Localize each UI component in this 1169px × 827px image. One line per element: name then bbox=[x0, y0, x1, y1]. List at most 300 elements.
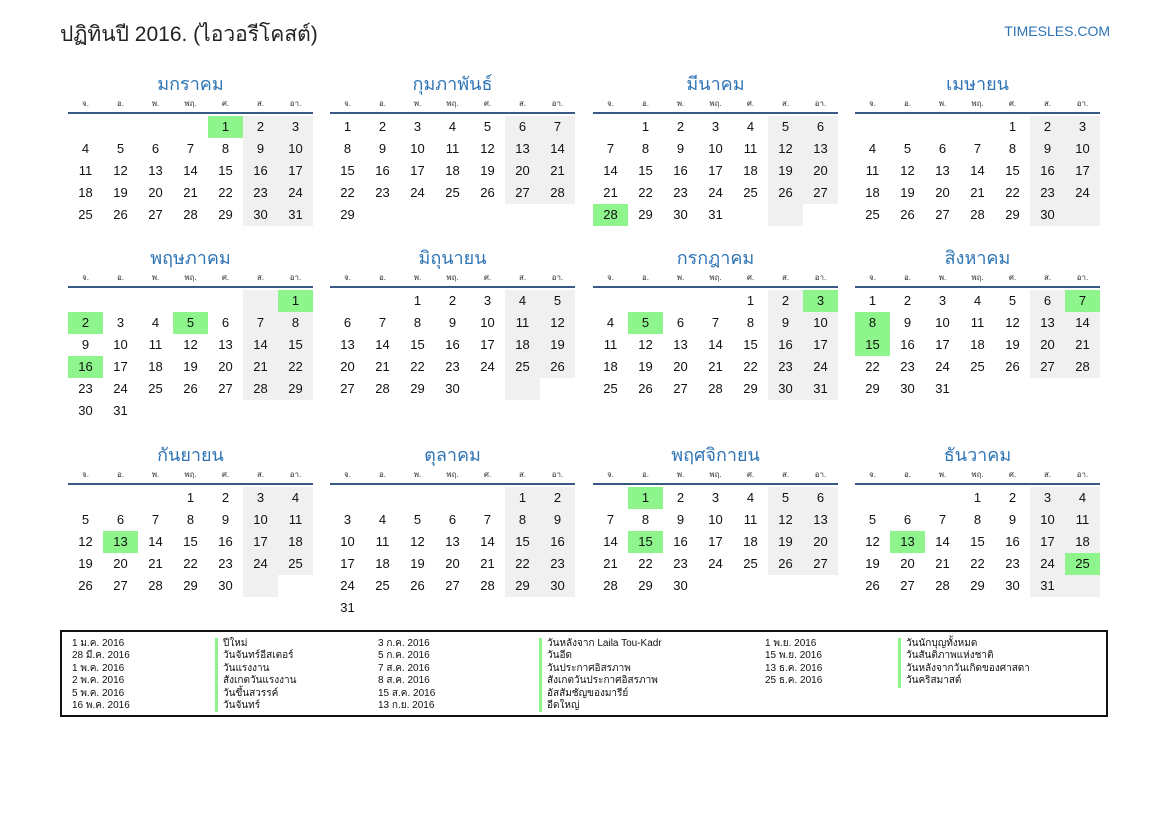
day-cell: 6 bbox=[151, 141, 160, 156]
holiday-date: 1 ม.ค. 2016 bbox=[72, 638, 125, 649]
month-calendar bbox=[68, 246, 313, 422]
weekday-header bbox=[68, 273, 313, 288]
day-cell: 2 bbox=[1030, 116, 1065, 138]
day-cell: 18 bbox=[78, 185, 93, 200]
day-cell: 3 bbox=[938, 293, 947, 308]
day-cell: 28 bbox=[148, 578, 163, 593]
day-cell: 5 bbox=[116, 141, 125, 156]
day-cell: 27 bbox=[148, 207, 163, 222]
day-cell: 10 bbox=[243, 509, 278, 531]
weekday-label: พฤ. bbox=[709, 99, 722, 108]
weekday-label: พ. bbox=[938, 273, 947, 282]
day-cell: 8 bbox=[186, 512, 195, 527]
day-cell: 1 bbox=[186, 490, 195, 505]
holiday-day-cell: 5 bbox=[628, 312, 663, 334]
weekday-label: อา. bbox=[814, 470, 827, 479]
day-cell: 13 bbox=[803, 138, 838, 160]
day-cell: 9 bbox=[243, 138, 278, 160]
weekday-label: ส. bbox=[518, 99, 527, 108]
day-cell: 9 bbox=[1030, 138, 1065, 160]
day-cell: 15 bbox=[1005, 163, 1020, 178]
day-cell: 15 bbox=[278, 334, 313, 356]
month-name: มิถุนายน bbox=[418, 248, 487, 268]
day-cell: 15 bbox=[970, 534, 985, 549]
day-cell: 3 bbox=[413, 119, 422, 134]
weekday-label: ศ. bbox=[746, 273, 755, 282]
day-cell: 10 bbox=[708, 141, 723, 156]
weekday-label: จ. bbox=[607, 470, 614, 479]
day-cell: 19 bbox=[900, 185, 915, 200]
day-cell: 4 bbox=[606, 315, 615, 330]
day-grid bbox=[68, 487, 313, 597]
day-cell: 16 bbox=[673, 534, 688, 549]
empty-day-cell bbox=[593, 290, 628, 312]
weekday-header bbox=[68, 99, 313, 114]
day-cell: 23 bbox=[1030, 182, 1065, 204]
day-cell: 20 bbox=[340, 359, 355, 374]
day-cell: 24 bbox=[278, 182, 313, 204]
day-cell: 17 bbox=[803, 334, 838, 356]
empty-day-cell bbox=[470, 204, 505, 226]
month-calendar bbox=[330, 246, 575, 400]
empty-day-cell bbox=[960, 116, 995, 138]
day-cell: 14 bbox=[935, 534, 950, 549]
day-cell: 17 bbox=[480, 337, 495, 352]
day-cell: 2 bbox=[1008, 490, 1017, 505]
day-cell: 28 bbox=[603, 578, 618, 593]
empty-day-cell bbox=[1065, 575, 1100, 597]
day-cell: 27 bbox=[218, 381, 233, 396]
weekday-label: พ. bbox=[151, 273, 160, 282]
day-cell: 16 bbox=[375, 163, 390, 178]
day-cell: 13 bbox=[505, 138, 540, 160]
day-cell: 26 bbox=[183, 381, 198, 396]
month-name: กันยายน bbox=[157, 445, 224, 465]
day-cell: 26 bbox=[768, 553, 803, 575]
empty-day-cell bbox=[1065, 204, 1100, 226]
day-cell: 21 bbox=[148, 556, 163, 571]
empty-day-cell bbox=[1030, 378, 1065, 400]
day-cell: 26 bbox=[410, 578, 425, 593]
day-cell: 19 bbox=[865, 556, 880, 571]
day-cell: 10 bbox=[803, 312, 838, 334]
holiday-day-cell: 13 bbox=[103, 531, 138, 553]
weekday-label: จ. bbox=[82, 470, 89, 479]
day-cell: 28 bbox=[480, 578, 495, 593]
day-cell: 10 bbox=[708, 512, 723, 527]
day-cell: 19 bbox=[183, 359, 198, 374]
month-name: มีนาคม bbox=[686, 74, 745, 94]
day-cell: 6 bbox=[343, 315, 352, 330]
day-cell: 15 bbox=[638, 163, 653, 178]
day-cell: 23 bbox=[218, 556, 233, 571]
holiday-date: 3 ก.ค. 2016 bbox=[378, 638, 430, 649]
weekday-label: พฤ. bbox=[446, 273, 459, 282]
day-cell: 7 bbox=[606, 512, 615, 527]
holiday-name: วันหลังจาก Laila Tou-Kadr bbox=[539, 638, 662, 650]
holiday-name: วันอีด bbox=[539, 650, 662, 662]
empty-day-cell bbox=[365, 290, 400, 312]
day-cell: 23 bbox=[375, 185, 390, 200]
site-link[interactable]: TIMESLES.COM bbox=[1004, 23, 1110, 39]
day-cell: 3 bbox=[116, 315, 125, 330]
day-cell: 20 bbox=[218, 359, 233, 374]
day-cell: 21 bbox=[603, 185, 618, 200]
weekday-label: พฤ. bbox=[184, 99, 197, 108]
day-cell: 18 bbox=[445, 163, 460, 178]
day-cell: 31 bbox=[340, 600, 355, 615]
day-grid bbox=[855, 116, 1100, 226]
holiday-day-cell: 1 bbox=[628, 487, 663, 509]
day-cell: 12 bbox=[638, 337, 653, 352]
day-grid bbox=[330, 487, 575, 619]
day-cell: 1 bbox=[641, 119, 650, 134]
day-cell: 12 bbox=[900, 163, 915, 178]
day-cell: 15 bbox=[340, 163, 355, 178]
day-cell: 9 bbox=[1008, 512, 1017, 527]
day-cell: 20 bbox=[505, 160, 540, 182]
day-cell: 21 bbox=[375, 359, 390, 374]
empty-day-cell bbox=[435, 597, 470, 619]
empty-day-cell bbox=[540, 204, 575, 226]
empty-day-cell bbox=[470, 487, 505, 509]
holiday-date: 5 พ.ค. 2016 bbox=[72, 687, 125, 699]
empty-day-cell bbox=[593, 116, 628, 138]
weekday-label: จ. bbox=[344, 99, 351, 108]
day-cell: 30 bbox=[540, 575, 575, 597]
day-cell: 5 bbox=[483, 119, 492, 134]
day-cell: 7 bbox=[711, 315, 720, 330]
day-cell: 5 bbox=[1008, 293, 1017, 308]
day-cell: 7 bbox=[938, 512, 947, 527]
day-cell: 12 bbox=[183, 337, 198, 352]
day-cell: 24 bbox=[113, 381, 128, 396]
empty-day-cell bbox=[803, 575, 838, 597]
day-cell: 9 bbox=[903, 315, 912, 330]
holiday-name: วันนักบุญทั้งหมด bbox=[898, 638, 1030, 650]
month-name: เมษายน bbox=[946, 74, 1009, 94]
day-cell: 28 bbox=[1065, 356, 1100, 378]
day-cell: 18 bbox=[1065, 531, 1100, 553]
day-cell: 5 bbox=[413, 512, 422, 527]
day-cell: 29 bbox=[970, 578, 985, 593]
day-cell: 17 bbox=[340, 556, 355, 571]
day-cell: 16 bbox=[768, 334, 803, 356]
day-cell: 9 bbox=[378, 141, 387, 156]
day-cell: 6 bbox=[803, 116, 838, 138]
day-cell: 21 bbox=[603, 556, 618, 571]
empty-day-cell bbox=[278, 575, 313, 597]
weekday-label: พ. bbox=[676, 273, 685, 282]
day-cell: 21 bbox=[708, 359, 723, 374]
holiday-day-cell: 2 bbox=[68, 312, 103, 334]
weekday-label: ส. bbox=[518, 273, 527, 282]
weekday-label: ศ. bbox=[746, 99, 755, 108]
day-cell: 30 bbox=[445, 381, 460, 396]
day-grid bbox=[855, 290, 1100, 400]
month-name: พฤษภาคม bbox=[150, 248, 231, 268]
month-calendar bbox=[330, 443, 575, 619]
day-cell: 28 bbox=[540, 182, 575, 204]
weekday-header bbox=[855, 470, 1100, 485]
day-cell: 13 bbox=[148, 163, 163, 178]
empty-day-cell bbox=[470, 378, 505, 400]
day-cell: 26 bbox=[638, 381, 653, 396]
weekday-label: ส. bbox=[1043, 470, 1052, 479]
empty-day-cell bbox=[925, 487, 960, 509]
day-cell: 29 bbox=[218, 207, 233, 222]
day-grid bbox=[330, 290, 575, 400]
day-cell: 8 bbox=[278, 312, 313, 334]
day-cell: 2 bbox=[768, 290, 803, 312]
day-cell: 9 bbox=[768, 312, 803, 334]
day-cell: 24 bbox=[708, 185, 723, 200]
day-cell: 2 bbox=[903, 293, 912, 308]
empty-day-cell bbox=[890, 116, 925, 138]
day-cell: 13 bbox=[935, 163, 950, 178]
day-cell: 19 bbox=[410, 556, 425, 571]
day-cell: 1 bbox=[343, 119, 352, 134]
day-cell: 29 bbox=[505, 575, 540, 597]
weekday-label: ส. bbox=[518, 470, 527, 479]
day-grid bbox=[593, 116, 838, 226]
day-cell: 2 bbox=[221, 490, 230, 505]
empty-day-cell bbox=[733, 204, 768, 226]
day-cell: 15 bbox=[743, 337, 758, 352]
day-cell: 18 bbox=[743, 163, 758, 178]
empty-day-cell bbox=[505, 204, 540, 226]
day-cell: 23 bbox=[673, 185, 688, 200]
day-cell: 6 bbox=[803, 487, 838, 509]
weekday-label: จ. bbox=[344, 470, 351, 479]
weekday-label: ส. bbox=[256, 99, 265, 108]
day-cell: 14 bbox=[148, 534, 163, 549]
holiday-date: 15 พ.ย. 2016 bbox=[765, 650, 822, 662]
weekday-label: ส. bbox=[256, 470, 265, 479]
weekday-label: จ. bbox=[869, 99, 876, 108]
weekday-label: ศ. bbox=[746, 470, 755, 479]
day-cell: 14 bbox=[243, 334, 278, 356]
day-cell: 1 bbox=[868, 293, 877, 308]
weekday-label: จ. bbox=[82, 99, 89, 108]
day-cell: 4 bbox=[973, 293, 982, 308]
day-cell: 4 bbox=[378, 512, 387, 527]
empty-day-cell bbox=[68, 116, 103, 138]
month-name: มกราคม bbox=[157, 74, 224, 94]
holiday-name: วันจันทร์ bbox=[215, 700, 296, 712]
day-cell: 29 bbox=[340, 207, 355, 222]
day-cell: 17 bbox=[113, 359, 128, 374]
day-cell: 2 bbox=[378, 119, 387, 134]
day-cell: 12 bbox=[865, 534, 880, 549]
day-cell: 11 bbox=[603, 337, 618, 352]
holiday-day-cell: 1 bbox=[278, 290, 313, 312]
empty-day-cell bbox=[925, 116, 960, 138]
weekday-header bbox=[330, 99, 575, 114]
day-grid bbox=[593, 290, 838, 400]
day-cell: 4 bbox=[448, 119, 457, 134]
day-cell: 14 bbox=[970, 163, 985, 178]
day-grid bbox=[330, 116, 575, 226]
day-cell: 22 bbox=[743, 359, 758, 374]
day-cell: 25 bbox=[78, 207, 93, 222]
day-cell: 11 bbox=[375, 534, 390, 549]
day-cell: 17 bbox=[1030, 531, 1065, 553]
day-cell: 16 bbox=[445, 337, 460, 352]
weekday-label: ศ. bbox=[221, 99, 230, 108]
day-cell: 16 bbox=[1005, 534, 1020, 549]
day-cell: 22 bbox=[340, 185, 355, 200]
day-cell: 19 bbox=[113, 185, 128, 200]
holiday-names-column bbox=[898, 638, 1030, 688]
weekday-label: พ. bbox=[151, 99, 160, 108]
weekday-label: อา. bbox=[1076, 273, 1089, 282]
day-cell: 4 bbox=[81, 141, 90, 156]
day-cell: 19 bbox=[78, 556, 93, 571]
day-cell: 8 bbox=[505, 509, 540, 531]
empty-day-cell bbox=[68, 487, 103, 509]
holiday-name: วันจันทร์อีสเตอร์ bbox=[215, 650, 296, 662]
day-cell: 15 bbox=[410, 337, 425, 352]
month-name: กุมภาพันธ์ bbox=[412, 74, 493, 94]
day-cell: 5 bbox=[81, 512, 90, 527]
day-cell: 27 bbox=[803, 553, 838, 575]
month-name: พฤศจิกายน bbox=[671, 445, 760, 465]
weekday-label: ส. bbox=[781, 470, 790, 479]
day-cell: 29 bbox=[638, 207, 653, 222]
day-cell: 9 bbox=[540, 509, 575, 531]
empty-day-cell bbox=[243, 575, 278, 597]
day-cell: 26 bbox=[1005, 359, 1020, 374]
day-cell: 6 bbox=[676, 315, 685, 330]
day-cell: 20 bbox=[1030, 334, 1065, 356]
day-cell: 16 bbox=[218, 534, 233, 549]
day-cell: 29 bbox=[865, 381, 880, 396]
day-cell: 11 bbox=[865, 163, 880, 178]
empty-day-cell bbox=[593, 487, 628, 509]
empty-day-cell bbox=[435, 204, 470, 226]
weekday-label: อ. bbox=[903, 273, 912, 282]
weekday-label: ศ. bbox=[483, 470, 492, 479]
day-cell: 13 bbox=[673, 337, 688, 352]
day-cell: 3 bbox=[483, 293, 492, 308]
weekday-label: อา. bbox=[289, 470, 302, 479]
day-cell: 19 bbox=[768, 531, 803, 553]
weekday-label: ศ. bbox=[483, 273, 492, 282]
empty-day-cell bbox=[365, 597, 400, 619]
day-cell: 2 bbox=[676, 119, 685, 134]
day-cell: 31 bbox=[113, 403, 128, 418]
weekday-label: พฤ. bbox=[971, 99, 984, 108]
empty-day-cell bbox=[628, 290, 663, 312]
weekday-label: อา. bbox=[814, 99, 827, 108]
day-cell: 14 bbox=[540, 138, 575, 160]
day-cell: 31 bbox=[1030, 575, 1065, 597]
day-cell: 16 bbox=[673, 163, 688, 178]
day-cell: 1 bbox=[413, 293, 422, 308]
day-cell: 7 bbox=[606, 141, 615, 156]
day-cell: 18 bbox=[865, 185, 880, 200]
day-cell: 1 bbox=[746, 293, 755, 308]
day-cell: 26 bbox=[480, 185, 495, 200]
day-cell: 18 bbox=[505, 334, 540, 356]
holiday-day-cell: 3 bbox=[803, 290, 838, 312]
weekday-label: ศ. bbox=[1008, 273, 1017, 282]
day-cell: 8 bbox=[221, 141, 230, 156]
holiday-name: สังเกตวันประกาศอิสรภาพ bbox=[539, 675, 662, 687]
day-cell: 27 bbox=[445, 578, 460, 593]
day-cell: 24 bbox=[935, 359, 950, 374]
day-cell: 22 bbox=[410, 359, 425, 374]
weekday-header bbox=[593, 99, 838, 114]
empty-day-cell bbox=[540, 378, 575, 400]
day-cell: 6 bbox=[1030, 290, 1065, 312]
day-cell: 19 bbox=[480, 163, 495, 178]
holiday-date: 28 มี.ค. 2016 bbox=[72, 650, 130, 662]
day-cell: 19 bbox=[768, 160, 803, 182]
day-cell: 11 bbox=[1065, 509, 1100, 531]
day-cell: 8 bbox=[413, 315, 422, 330]
day-cell: 11 bbox=[743, 141, 758, 156]
empty-day-cell bbox=[103, 487, 138, 509]
weekday-label: อา. bbox=[1076, 99, 1089, 108]
weekday-label: พฤ. bbox=[709, 470, 722, 479]
day-cell: 11 bbox=[743, 512, 758, 527]
holiday-day-cell: 1 bbox=[208, 116, 243, 138]
day-cell: 12 bbox=[768, 509, 803, 531]
holiday-name: วันคริสมาสต์ bbox=[898, 675, 1030, 687]
day-cell: 27 bbox=[673, 381, 688, 396]
day-cell: 23 bbox=[1005, 556, 1020, 571]
empty-day-cell bbox=[208, 400, 243, 422]
weekday-header bbox=[330, 470, 575, 485]
day-cell: 20 bbox=[803, 531, 838, 553]
day-cell: 1 bbox=[973, 490, 982, 505]
day-cell: 26 bbox=[900, 207, 915, 222]
month-calendar bbox=[68, 443, 313, 597]
holiday-name: ปีใหม่ bbox=[215, 638, 296, 650]
day-cell: 19 bbox=[540, 334, 575, 356]
empty-day-cell bbox=[138, 116, 173, 138]
weekday-label: ส. bbox=[1043, 273, 1052, 282]
weekday-label: ศ. bbox=[221, 470, 230, 479]
day-cell: 23 bbox=[540, 553, 575, 575]
day-cell: 6 bbox=[938, 141, 947, 156]
holiday-day-cell: 8 bbox=[855, 312, 890, 334]
weekday-header bbox=[330, 273, 575, 288]
empty-day-cell bbox=[400, 204, 435, 226]
day-cell: 3 bbox=[711, 119, 720, 134]
holiday-dates-column bbox=[765, 638, 822, 688]
day-cell: 25 bbox=[445, 185, 460, 200]
day-cell: 17 bbox=[243, 531, 278, 553]
day-cell: 24 bbox=[803, 356, 838, 378]
day-grid bbox=[855, 487, 1100, 597]
day-cell: 25 bbox=[970, 359, 985, 374]
empty-day-cell bbox=[768, 575, 803, 597]
day-cell: 25 bbox=[375, 578, 390, 593]
empty-day-cell bbox=[435, 487, 470, 509]
holiday-day-cell: 13 bbox=[890, 531, 925, 553]
day-cell: 8 bbox=[973, 512, 982, 527]
day-cell: 22 bbox=[505, 553, 540, 575]
weekday-label: พฤ. bbox=[184, 273, 197, 282]
weekday-label: พฤ. bbox=[709, 273, 722, 282]
day-cell: 8 bbox=[641, 141, 650, 156]
day-cell: 30 bbox=[218, 578, 233, 593]
day-cell: 7 bbox=[973, 141, 982, 156]
month-calendar bbox=[330, 72, 575, 226]
